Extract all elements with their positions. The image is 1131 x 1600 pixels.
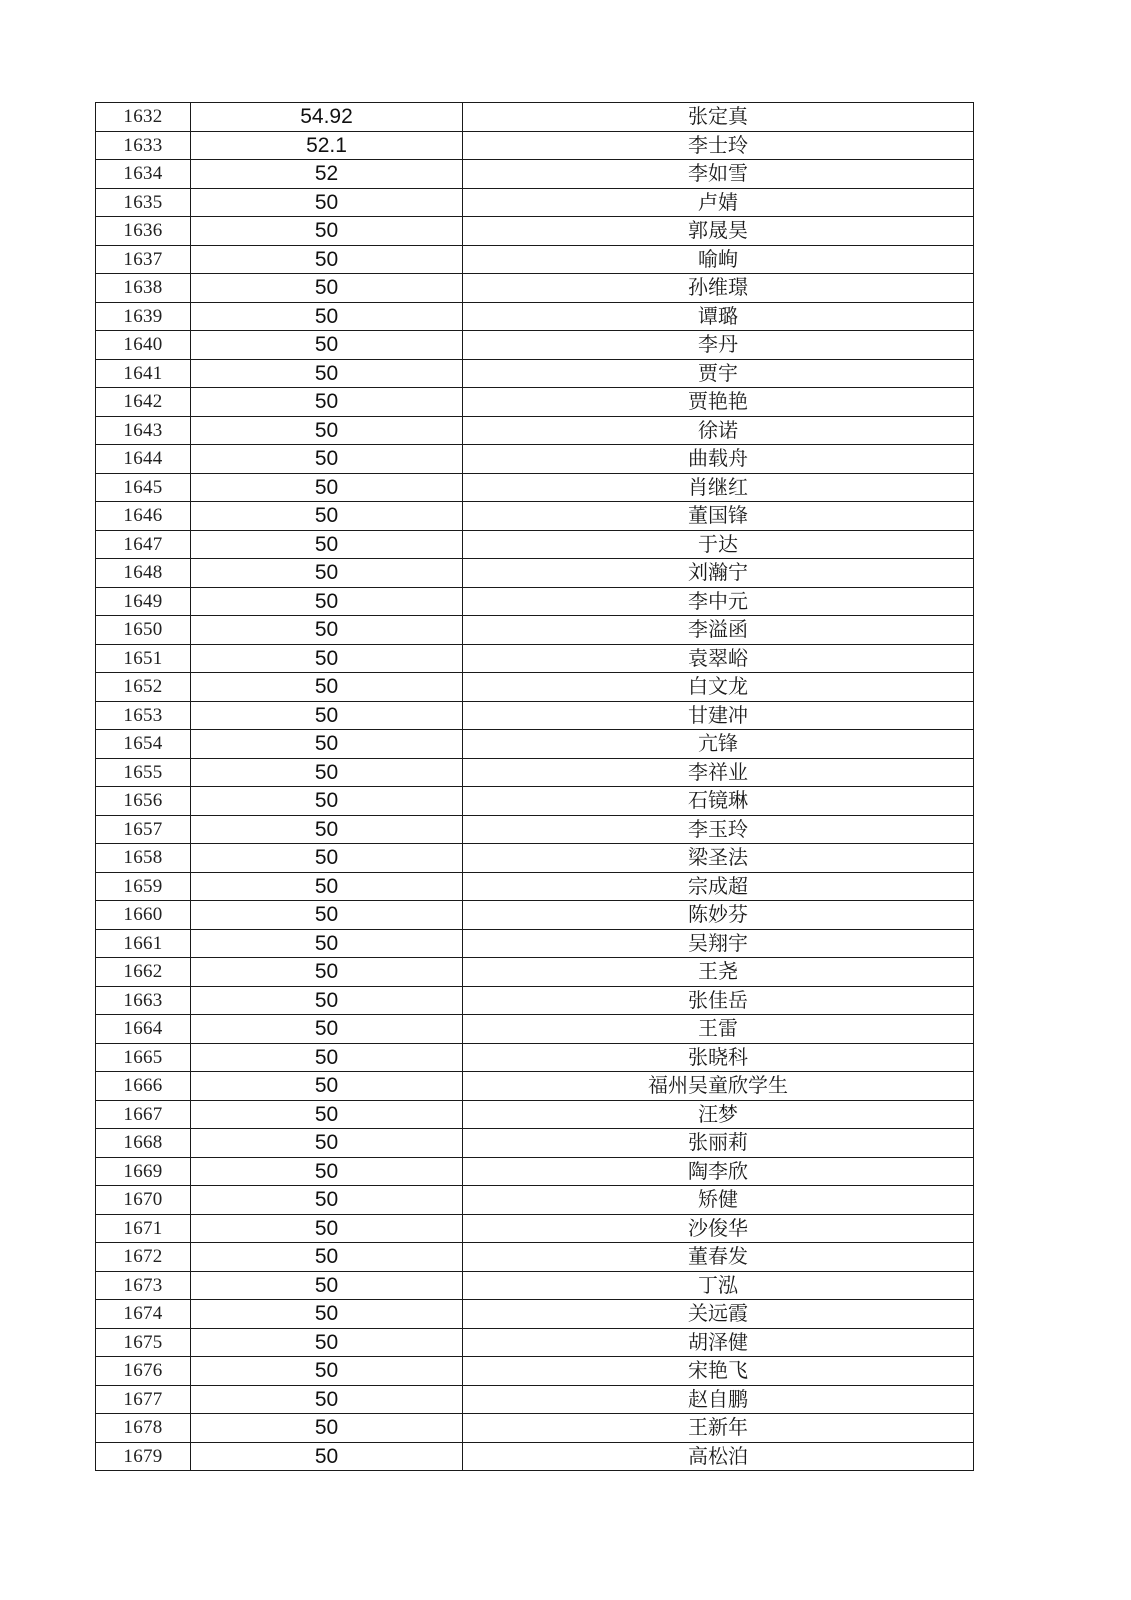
row-index-cell: 1662	[96, 958, 191, 987]
row-index-cell: 1658	[96, 844, 191, 873]
row-name-cell: 于达	[463, 530, 974, 559]
row-amount-cell: 54.92	[191, 103, 463, 132]
row-name-cell: 亢锋	[463, 730, 974, 759]
row-index-cell: 1653	[96, 701, 191, 730]
row-name-cell: 陈妙芬	[463, 901, 974, 930]
row-index-cell: 1636	[96, 217, 191, 246]
table-body	[96, 103, 974, 1471]
table-row	[96, 1243, 974, 1272]
row-name-cell: 王尧	[463, 958, 974, 987]
row-name-cell: 贾艳艳	[463, 388, 974, 417]
row-amount-cell: 50	[191, 844, 463, 873]
row-index-cell: 1638	[96, 274, 191, 303]
row-index-cell: 1652	[96, 673, 191, 702]
row-name-cell: 肖继红	[463, 473, 974, 502]
table-row	[96, 1129, 974, 1158]
row-amount-cell: 50	[191, 1385, 463, 1414]
row-amount-cell: 50	[191, 758, 463, 787]
row-amount-cell: 50	[191, 958, 463, 987]
table-row	[96, 758, 974, 787]
table-row	[96, 359, 974, 388]
row-index-cell: 1650	[96, 616, 191, 645]
row-amount-cell: 50	[191, 530, 463, 559]
row-amount-cell: 50	[191, 587, 463, 616]
table-row	[96, 1072, 974, 1101]
row-index-cell: 1665	[96, 1043, 191, 1072]
row-name-cell: 曲载舟	[463, 445, 974, 474]
row-amount-cell: 50	[191, 1015, 463, 1044]
table-row	[96, 1442, 974, 1471]
row-amount-cell: 50	[191, 1357, 463, 1386]
row-amount-cell: 50	[191, 872, 463, 901]
row-index-cell: 1657	[96, 815, 191, 844]
row-name-cell: 宗成超	[463, 872, 974, 901]
row-name-cell: 李玉玲	[463, 815, 974, 844]
row-index-cell: 1643	[96, 416, 191, 445]
row-amount-cell: 50	[191, 217, 463, 246]
row-name-cell: 李中元	[463, 587, 974, 616]
row-name-cell: 沙俊华	[463, 1214, 974, 1243]
row-index-cell: 1667	[96, 1100, 191, 1129]
row-amount-cell: 52.1	[191, 131, 463, 160]
table-row	[96, 274, 974, 303]
row-amount-cell: 50	[191, 1271, 463, 1300]
row-amount-cell: 50	[191, 730, 463, 759]
row-index-cell: 1660	[96, 901, 191, 930]
row-name-cell: 张晓科	[463, 1043, 974, 1072]
row-name-cell: 董国锋	[463, 502, 974, 531]
table-row	[96, 644, 974, 673]
row-amount-cell: 50	[191, 1214, 463, 1243]
table-row	[96, 844, 974, 873]
table-row	[96, 1043, 974, 1072]
table-row	[96, 701, 974, 730]
row-amount-cell: 50	[191, 274, 463, 303]
row-name-cell: 陶李欣	[463, 1157, 974, 1186]
row-amount-cell: 50	[191, 901, 463, 930]
table-row	[96, 1186, 974, 1215]
row-name-cell: 徐诺	[463, 416, 974, 445]
row-index-cell: 1647	[96, 530, 191, 559]
row-name-cell: 李丹	[463, 331, 974, 360]
row-index-cell: 1669	[96, 1157, 191, 1186]
row-name-cell: 李溢函	[463, 616, 974, 645]
row-amount-cell: 50	[191, 644, 463, 673]
table-row	[96, 416, 974, 445]
row-index-cell: 1655	[96, 758, 191, 787]
row-amount-cell: 50	[191, 787, 463, 816]
row-index-cell: 1672	[96, 1243, 191, 1272]
row-name-cell: 赵自鹏	[463, 1385, 974, 1414]
table-row	[96, 502, 974, 531]
row-amount-cell: 50	[191, 1129, 463, 1158]
table-row	[96, 1157, 974, 1186]
row-name-cell: 贾宇	[463, 359, 974, 388]
row-name-cell: 刘瀚宁	[463, 559, 974, 588]
table-row	[96, 1100, 974, 1129]
row-index-cell: 1677	[96, 1385, 191, 1414]
row-index-cell: 1668	[96, 1129, 191, 1158]
row-name-cell: 张定真	[463, 103, 974, 132]
row-name-cell: 袁翠峪	[463, 644, 974, 673]
row-name-cell: 喻峋	[463, 245, 974, 274]
row-amount-cell: 50	[191, 1300, 463, 1329]
row-amount-cell: 50	[191, 388, 463, 417]
row-amount-cell: 50	[191, 1328, 463, 1357]
table-row	[96, 188, 974, 217]
table-row	[96, 872, 974, 901]
row-index-cell: 1632	[96, 103, 191, 132]
table-row	[96, 302, 974, 331]
table-row	[96, 673, 974, 702]
row-index-cell: 1659	[96, 872, 191, 901]
row-index-cell: 1675	[96, 1328, 191, 1357]
table-row	[96, 587, 974, 616]
row-name-cell: 孙维璟	[463, 274, 974, 303]
row-amount-cell: 50	[191, 445, 463, 474]
row-amount-cell: 50	[191, 1243, 463, 1272]
table-row	[96, 245, 974, 274]
row-name-cell: 董春发	[463, 1243, 974, 1272]
row-name-cell: 白文龙	[463, 673, 974, 702]
row-index-cell: 1670	[96, 1186, 191, 1215]
table-row	[96, 1357, 974, 1386]
row-amount-cell: 50	[191, 1442, 463, 1471]
row-amount-cell: 50	[191, 416, 463, 445]
table-row	[96, 103, 974, 132]
row-index-cell: 1651	[96, 644, 191, 673]
row-index-cell: 1654	[96, 730, 191, 759]
table-row	[96, 616, 974, 645]
row-amount-cell: 50	[191, 986, 463, 1015]
row-index-cell: 1661	[96, 929, 191, 958]
row-name-cell: 卢婧	[463, 188, 974, 217]
table-row	[96, 530, 974, 559]
row-name-cell: 福州吴童欣学生	[463, 1072, 974, 1101]
row-name-cell: 王新年	[463, 1414, 974, 1443]
table-row	[96, 1300, 974, 1329]
table-row	[96, 331, 974, 360]
row-name-cell: 吴翔宇	[463, 929, 974, 958]
row-name-cell: 宋艳飞	[463, 1357, 974, 1386]
row-index-cell: 1648	[96, 559, 191, 588]
row-name-cell: 矫健	[463, 1186, 974, 1215]
row-amount-cell: 50	[191, 245, 463, 274]
row-name-cell: 李祥业	[463, 758, 974, 787]
table-row	[96, 1385, 974, 1414]
row-name-cell: 石镜琳	[463, 787, 974, 816]
row-index-cell: 1639	[96, 302, 191, 331]
table-row	[96, 1271, 974, 1300]
row-amount-cell: 50	[191, 302, 463, 331]
row-index-cell: 1676	[96, 1357, 191, 1386]
row-amount-cell: 50	[191, 359, 463, 388]
row-amount-cell: 50	[191, 559, 463, 588]
row-index-cell: 1666	[96, 1072, 191, 1101]
row-index-cell: 1664	[96, 1015, 191, 1044]
row-amount-cell: 50	[191, 929, 463, 958]
row-index-cell: 1673	[96, 1271, 191, 1300]
donation-table	[95, 102, 974, 1471]
table-row	[96, 1328, 974, 1357]
row-index-cell: 1644	[96, 445, 191, 474]
row-amount-cell: 50	[191, 673, 463, 702]
row-amount-cell: 50	[191, 1157, 463, 1186]
table-row	[96, 815, 974, 844]
row-index-cell: 1637	[96, 245, 191, 274]
table-row	[96, 901, 974, 930]
row-amount-cell: 50	[191, 331, 463, 360]
row-amount-cell: 50	[191, 1072, 463, 1101]
row-amount-cell: 50	[191, 701, 463, 730]
row-name-cell: 张佳岳	[463, 986, 974, 1015]
table-row	[96, 445, 974, 474]
row-name-cell: 谭璐	[463, 302, 974, 331]
row-index-cell: 1678	[96, 1414, 191, 1443]
row-amount-cell: 50	[191, 502, 463, 531]
row-index-cell: 1634	[96, 160, 191, 189]
table-row	[96, 160, 974, 189]
row-amount-cell: 50	[191, 473, 463, 502]
row-index-cell: 1674	[96, 1300, 191, 1329]
table-row	[96, 131, 974, 160]
row-index-cell: 1641	[96, 359, 191, 388]
row-name-cell: 汪梦	[463, 1100, 974, 1129]
row-index-cell: 1663	[96, 986, 191, 1015]
row-index-cell: 1656	[96, 787, 191, 816]
row-amount-cell: 50	[191, 616, 463, 645]
row-index-cell: 1642	[96, 388, 191, 417]
row-amount-cell: 50	[191, 188, 463, 217]
row-name-cell: 甘建冲	[463, 701, 974, 730]
row-index-cell: 1679	[96, 1442, 191, 1471]
table-row	[96, 1214, 974, 1243]
row-index-cell: 1635	[96, 188, 191, 217]
table-row	[96, 388, 974, 417]
table-row	[96, 730, 974, 759]
row-name-cell: 丁泓	[463, 1271, 974, 1300]
row-amount-cell: 50	[191, 1043, 463, 1072]
row-name-cell: 高松泊	[463, 1442, 974, 1471]
row-amount-cell: 50	[191, 1414, 463, 1443]
table-row	[96, 958, 974, 987]
row-index-cell: 1645	[96, 473, 191, 502]
row-name-cell: 关远霞	[463, 1300, 974, 1329]
row-name-cell: 李士玲	[463, 131, 974, 160]
row-name-cell: 张丽莉	[463, 1129, 974, 1158]
table-row	[96, 217, 974, 246]
table-row	[96, 1414, 974, 1443]
row-amount-cell: 52	[191, 160, 463, 189]
row-name-cell: 胡泽健	[463, 1328, 974, 1357]
row-index-cell: 1646	[96, 502, 191, 531]
table-row	[96, 986, 974, 1015]
row-name-cell: 李如雪	[463, 160, 974, 189]
row-name-cell: 王雷	[463, 1015, 974, 1044]
table-row	[96, 929, 974, 958]
table-row	[96, 473, 974, 502]
table-row	[96, 787, 974, 816]
row-index-cell: 1671	[96, 1214, 191, 1243]
row-name-cell: 郭晟昊	[463, 217, 974, 246]
table-row	[96, 1015, 974, 1044]
table-row	[96, 559, 974, 588]
row-amount-cell: 50	[191, 815, 463, 844]
row-index-cell: 1649	[96, 587, 191, 616]
row-index-cell: 1640	[96, 331, 191, 360]
row-amount-cell: 50	[191, 1100, 463, 1129]
row-name-cell: 梁圣法	[463, 844, 974, 873]
row-index-cell: 1633	[96, 131, 191, 160]
row-amount-cell: 50	[191, 1186, 463, 1215]
